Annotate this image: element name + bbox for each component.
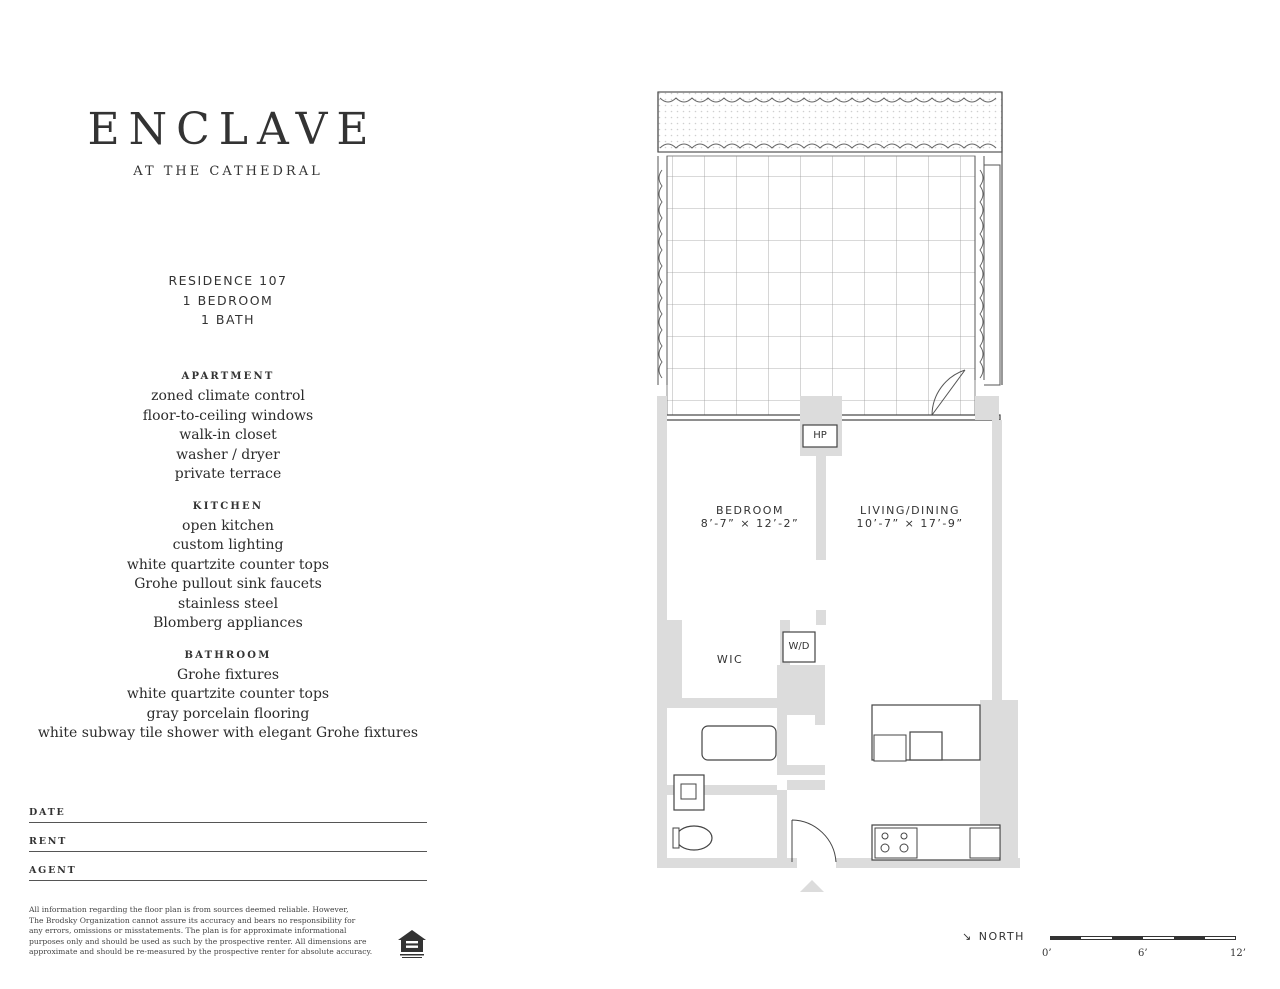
kitchen-heading: KITCHEN	[192, 500, 264, 512]
kitchen-features	[30, 500, 426, 634]
brand-subtitle: AT THE CATHEDRAL	[133, 164, 323, 179]
sink-icon	[674, 775, 704, 810]
feature-item: open kitchen	[182, 517, 274, 534]
agent-line[interactable]	[29, 863, 427, 881]
bathroom-heading: BATHROOM	[184, 649, 272, 661]
terrace-planter	[658, 92, 1002, 152]
bedroom-name: BEDROOM	[716, 504, 784, 517]
disclaimer	[29, 905, 389, 958]
features-list	[30, 370, 426, 759]
rent-label: RENT	[29, 836, 68, 847]
entry-arrow-icon	[800, 880, 824, 892]
feature-item: stainless steel	[177, 595, 279, 612]
north-indicator	[962, 930, 1025, 943]
feature-item: white quartzite counter tops	[126, 556, 330, 573]
kitchen-sink-icon	[910, 732, 942, 760]
bedroom-dims: 8’-7” × 12’-2”	[700, 517, 800, 530]
apartment-walls	[657, 396, 1020, 868]
feature-item: Blomberg appliances	[153, 615, 303, 631]
disclaimer-line: purposes only and should be used as such by the prospective renter. All dimensions are	[29, 936, 367, 946]
feature-item: walk-in closet	[179, 427, 277, 443]
feature-item: private terrace	[174, 466, 282, 482]
residence-summary	[60, 271, 396, 330]
living-name: LIVING/DINING	[859, 504, 961, 517]
floor-plan-drawing	[640, 80, 1040, 900]
disclaimer-line: approximate and should be re-measured by the prospective renter for absolute accuracy.	[29, 947, 373, 957]
scale-segment	[1174, 936, 1205, 940]
scale-label-6: 6’	[1138, 948, 1148, 959]
brand-logo	[60, 104, 396, 179]
rent-line[interactable]	[29, 834, 427, 852]
scale-bar	[1042, 936, 1246, 966]
form-lines	[29, 805, 427, 892]
apartment-heading: APARTMENT	[181, 371, 275, 382]
equal-housing-opportunity-icon	[396, 928, 428, 960]
scale-label-12: 12’	[1230, 948, 1246, 959]
feature-item: gray porcelain flooring	[146, 705, 310, 722]
floor-plan	[640, 80, 1040, 900]
scale-label-0: 0’	[1042, 948, 1052, 959]
entry-door	[792, 820, 836, 862]
date-line[interactable]	[29, 805, 427, 823]
feature-item: Grohe fixtures	[176, 666, 280, 683]
range-icon	[875, 828, 917, 858]
brand-title: ENCLAVE	[87, 104, 378, 155]
feature-item: washer / dryer	[176, 446, 280, 463]
feature-item: zoned climate control	[151, 388, 305, 404]
agent-label: AGENT	[29, 865, 77, 876]
north-arrow-icon: ↘	[962, 930, 973, 943]
date-label: DATE	[29, 807, 66, 818]
wic-label: WIC	[716, 653, 744, 666]
bedroom-label	[690, 504, 810, 530]
living-dims: 10’-7” × 17’-9”	[856, 517, 964, 530]
residence-baths: 1 BATH	[200, 312, 256, 327]
terrace-floor	[667, 156, 975, 418]
feature-item: white subway tile shower with elegant Grohe fixtures	[37, 725, 419, 741]
bathtub-icon	[702, 726, 776, 760]
hp-label: HP	[813, 430, 827, 441]
scale-segment	[1050, 936, 1081, 940]
toilet-icon	[676, 826, 712, 850]
feature-item: Grohe pullout sink faucets	[134, 576, 322, 592]
feature-item: white quartzite counter tops	[126, 686, 330, 702]
disclaimer-line: any errors, omissions or misstatements. The plan is for approximate informational	[29, 926, 347, 936]
living-label	[845, 504, 975, 530]
feature-item: floor-to-ceiling windows	[142, 407, 314, 424]
north-label: NORTH	[978, 930, 1025, 943]
residence-unit: RESIDENCE 107	[168, 273, 288, 288]
bathroom-features	[30, 649, 426, 744]
disclaimer-line: The Brodsky Organization cannot assure its accuracy and bears no responsibility for	[29, 915, 356, 925]
feature-item: custom lighting	[172, 537, 284, 553]
apartment-features	[30, 370, 426, 485]
scale-segment	[1112, 936, 1143, 940]
disclaimer-line: All information regarding the floor plan is from sources deemed reliable. However,	[29, 905, 349, 914]
residence-bedrooms: 1 BEDROOM	[182, 292, 274, 308]
wd-label: W/D	[788, 641, 810, 652]
